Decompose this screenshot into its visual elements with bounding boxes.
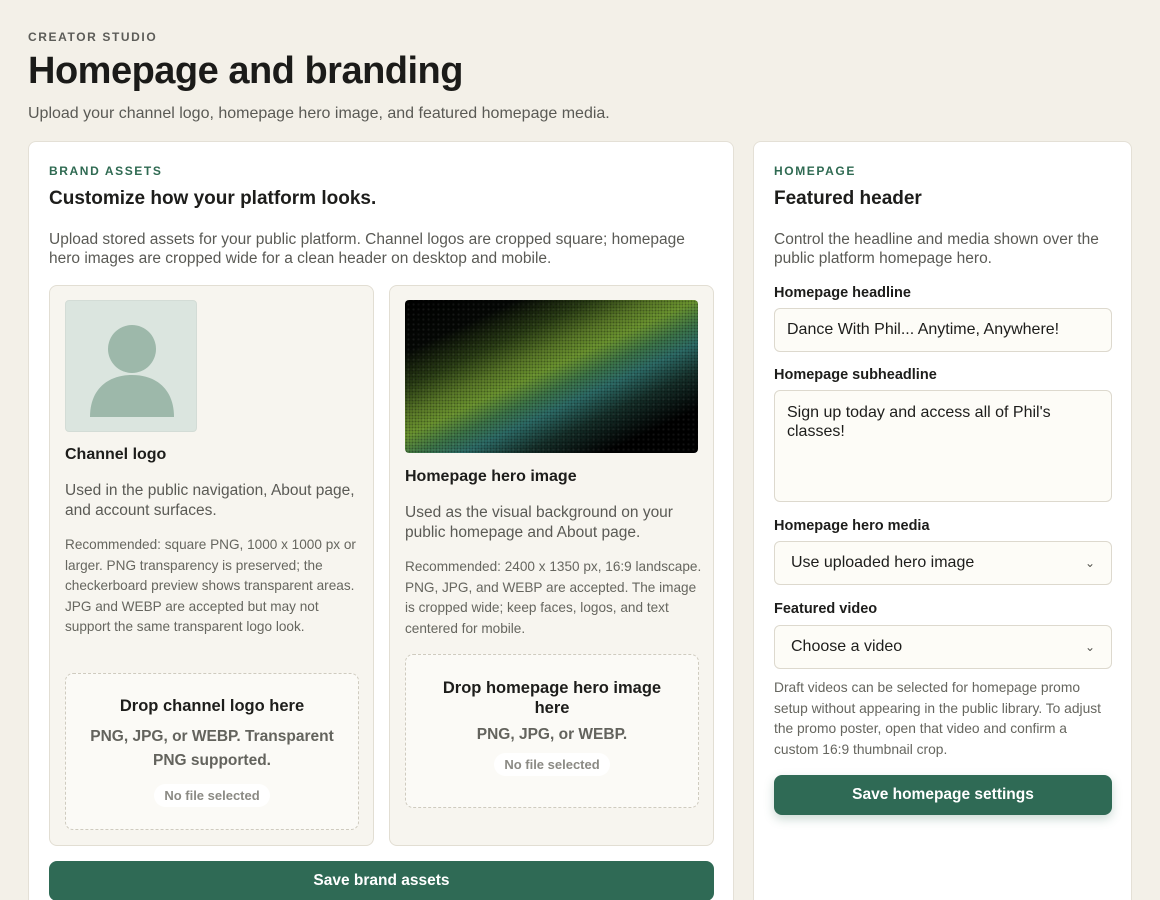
homepage-card: [753, 141, 1132, 900]
channel-logo-dropzone[interactable]: [65, 673, 359, 830]
featured-video-help: Draft videos can be selected for homepage promo setup without appearing in the public library. To adjust the promo poster, open that video and confirm a custom 16:9 thumbnail crop.: [774, 680, 1101, 757]
homepage-kicker: HOMEPAGE: [774, 164, 856, 178]
save-homepage-settings-button[interactable]: Save homepage settings: [774, 775, 1112, 815]
hero-image-drop-formats: PNG, JPG, or WEBP.: [476, 726, 628, 743]
channel-logo-description: Used in the public navigation, About page, and account surfaces.: [65, 482, 355, 519]
hero-image-dropzone[interactable]: [405, 654, 699, 808]
brand-assets-description: Upload stored assets for your public platform. Channel logos are cropped square; homepage hero images are cropped wide for a clean header on desktop and mobile.: [49, 231, 685, 267]
page-eyebrow: CREATOR STUDIO: [28, 30, 158, 44]
save-brand-assets-button[interactable]: Save brand assets: [49, 861, 714, 900]
hero-image-description: Used as the visual background on your public homepage and About page.: [405, 504, 673, 541]
subheadline-textarea[interactable]: [774, 390, 1112, 502]
channel-logo-file-status: No file selected: [154, 784, 269, 807]
headline-input[interactable]: [774, 308, 1112, 352]
channel-logo-drop-title: Drop channel logo here: [119, 697, 305, 715]
featured-video-label: Featured video: [774, 601, 878, 617]
channel-logo-preview: [65, 300, 197, 432]
chevron-down-icon: ⌄: [1084, 640, 1095, 654]
channel-logo-recommendation: Recommended: square PNG, 1000 x 1000 px or larger. PNG transparency is preserved; the checkerboard preview shows transparent areas. JPG and WEBP are accepted but may not support the same transparent logo look.: [65, 537, 356, 635]
subheadline-label: Homepage subheadline: [774, 367, 937, 383]
channel-logo-panel: [49, 285, 374, 846]
channel-logo-drop-formats: PNG, JPG, or WEBP. Transparent PNG supported.: [90, 728, 334, 769]
hero-image-file-status: No file selected: [494, 753, 609, 776]
page-title: Homepage and branding: [28, 50, 463, 92]
channel-logo-title: Channel logo: [65, 446, 167, 463]
hero-image-recommendation: Recommended: 2400 x 1350 px, 16:9 landscape. PNG, JPG, and WEBP are accepted. The image is cropped wide; keep faces, logos, and text centered for mobile.: [405, 559, 702, 636]
hero-image-preview: [405, 300, 698, 453]
hero-image-panel: [389, 285, 714, 846]
hero-media-select[interactable]: [774, 541, 1112, 585]
hero-image-drop-title: Drop homepage hero image here: [442, 679, 662, 717]
homepage-title: Featured header: [774, 188, 922, 209]
hero-image-title: Homepage hero image: [405, 468, 577, 485]
brand-assets-title: Customize how your platform looks.: [49, 188, 377, 209]
homepage-description: Control the headline and media shown over the public platform homepage hero.: [774, 231, 1099, 267]
brand-assets-kicker: BRAND ASSETS: [49, 164, 163, 178]
page-subtitle: Upload your channel logo, homepage hero image, and featured homepage media.: [28, 105, 610, 122]
headline-label: Homepage headline: [774, 285, 911, 301]
avatar-placeholder-icon: [66, 301, 197, 432]
chevron-down-icon: ⌄: [1084, 556, 1095, 570]
featured-video-selected-value: Choose a video: [791, 638, 903, 655]
brand-assets-card: [28, 141, 734, 900]
hero-media-label: Homepage hero media: [774, 518, 930, 534]
hero-media-selected-value: Use uploaded hero image: [791, 554, 975, 571]
featured-video-select[interactable]: [774, 625, 1112, 669]
page-header: [28, 30, 1128, 123]
